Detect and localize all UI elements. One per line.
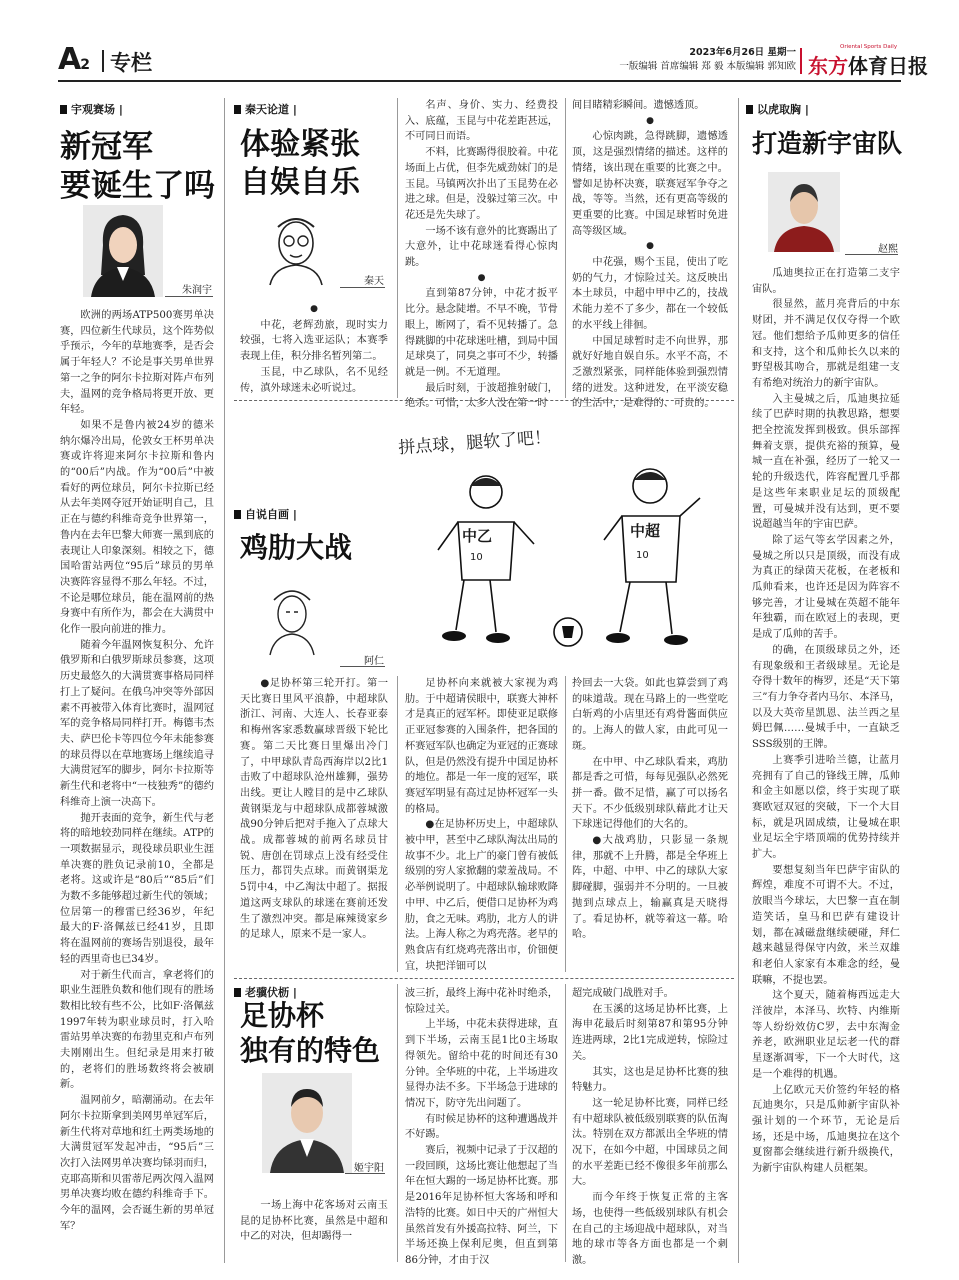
body-paragraph: 瓜迪奥拉正在打造第二支宇宙队。 bbox=[752, 268, 900, 295]
col2-title-line1: 体验紧张 bbox=[240, 127, 360, 162]
col4-body-a bbox=[240, 1198, 388, 1262]
shirt-label-left: 中乙 bbox=[462, 527, 493, 545]
col4-paragraph: 其实，这也是足协杯比赛的独特魅力。 bbox=[572, 1066, 728, 1094]
bullet-dot: ● bbox=[425, 819, 435, 831]
football-players-cartoon-icon bbox=[398, 440, 728, 665]
col3-text: 大战鸡肋，只影显一条规律，那就不上升腾，都是全华班上阵，中超、中甲、中乙的球队大家脚碰脚，强弱并不分明的。一旦被抛到点球点上，输赢真是天晓得了。看足协杯，就等着这一幕。哈哈。 bbox=[572, 835, 729, 941]
kicker-square-icon bbox=[234, 105, 241, 114]
body-paragraph: 欧洲的两场ATP500赛男单决赛，四位新生代球员，这个阵势似乎预示，今年的草地赛季，是否会属于年轻人？不论是事关男单世界第一之争的阿尔卡拉斯对阵卢布列夫，温网的竞争格局将更开放、更年轻。 bbox=[60, 310, 214, 416]
col2-paragraph: 心惊肉跳，急得跳脚，遗憾透顶，这是强烈情绪的描述。这样的情绪，该出现在重要的比赛之中。譬如足协杯决赛，联赛冠军争夺之战，等等。当然，还有更高等级的更重要的比赛。中国足球暂时免进高等级区域。 bbox=[572, 131, 728, 237]
col2-title bbox=[240, 126, 410, 201]
col3-byline: 阿仁 bbox=[364, 656, 384, 667]
col2-body-b bbox=[405, 98, 558, 410]
col2-paragraph: 不料，比赛踢得很胶着。中花场面上占优，但李先威劲妹门的是玉昆。马镇两次扑出了玉昆势在必进之球。但是，没躲过第三次。中花还是先失球了。 bbox=[405, 147, 558, 221]
logo-divider bbox=[800, 48, 802, 74]
body-paragraph: 抛开表面的竞争，新生代与老将的暗地较劲同样在继续。ATP的一项数据显示，现役球员职业生涯单决赛的胜负记录前10，全都是老将。这或许是“80后”“85后”们为数不多能够超过新生代的领域；位居第一的穆雷已经36岁，年纪最大的F·洛佩兹已经41岁，且即将在温网前的赛场告别退役，最年轻的西里奇也已34岁。 bbox=[60, 812, 214, 965]
shirt-label-right: 中超 bbox=[630, 522, 661, 540]
col3-kicker: 自说自画 | bbox=[234, 506, 297, 522]
col2-body-a bbox=[240, 302, 388, 394]
paper-name-black: 体育日报 bbox=[848, 54, 928, 78]
col3-paragraph: 足协杯向来就被大家视为鸡肋。于中超请侯眼中，联赛大神杯才是真正的冠军杯。即使亚足联修正亚冠参赛的入围条件，把各国的杯赛冠军队也确定为亚冠的正赛球队，但是仍然没有提升中国足协杯的地位。都是一年一度的冠军，联赛冠军明显有高过足协杯冠军一头的格局。 bbox=[405, 678, 558, 815]
body-paragraph: 温网前夕，暗潮涌动。在去年阿尔卡拉斯拿到美网男单冠军后，新生代将对草地和红土两类场地的大满贯冠军发起冲击，“95后”三次打入法网男单决赛均铩羽而归，克耶高斯和贝雷蒂尼两次闯入温网男单决赛均败在德约科维奇手下。今年的温网，会否诞生新的男单冠军？ bbox=[60, 1095, 214, 1232]
page-number: A2 bbox=[58, 42, 89, 77]
col2-paragraph: 中花强，赐个玉昆，使出了吃奶的气力，才惊险过关。这反映出本土球员，中超中甲中乙的，技战术能力差不了多少，都在一个较低的水平线上徘徊。 bbox=[572, 257, 728, 331]
col2-paragraph: 玉昆，中乙球队，名不见经传，滇外球迷未必听说过。 bbox=[240, 366, 388, 394]
paper-logo bbox=[808, 50, 928, 79]
body-paragraph: 要想复刻当年巴萨宇宙队的辉煌，难度不可谓不大。不过，放眼当今球坛，大巴黎一直在制造笑话，皇马和巴萨有建设计划，都在减磁盘继续硬碰，拜仁越来越显得保守内敛，米兰双雄和老伯人家家有本难念的经，曼联嘛，不提也罢。 bbox=[752, 864, 900, 986]
col1-title-line1: 新冠军 bbox=[60, 129, 153, 165]
cartoon-illustration bbox=[398, 440, 728, 665]
header-rule bbox=[58, 80, 901, 82]
col4-paragraph: 而今年终于恢复正常的主客场，也使得一些低级别球队有机会在自己的主场迎战中超球队，对当地的球市等各方面也都是一个刺激。 bbox=[572, 1192, 728, 1266]
paper-name-en: Oriental Sports Daily bbox=[840, 44, 898, 50]
man-sketch-portrait-icon bbox=[262, 580, 322, 655]
col2-title-line2: 自娱自乐 bbox=[240, 164, 360, 200]
bullet-dot: ● bbox=[477, 272, 486, 283]
col4-body-b bbox=[405, 986, 558, 1266]
body-paragraph: 随着今年温网恢复积分、允许俄罗斯和白俄罗斯球员参赛，这项历史最悠久的大满贯赛事格局同样打上了疑问。在俄乌冲突等外部因素不再被带入体育比赛时，温网冠军的竞争格局同样打开。梅德韦杰夫、萨巴伦卡等四位今年未能参赛的球员得以在草地赛场上继续追寻大满贯冠军的脚步，阿尔卡拉斯等新生代和老将中“一枝独秀”的德约科维奇上演一决高下。 bbox=[60, 639, 214, 808]
col3-title: 鸡肋大战 bbox=[240, 531, 353, 564]
kicker-square-icon bbox=[60, 105, 67, 114]
col2-paragraph: 名声、身价、实力、经费投入、底蕴，玉昆与中花差距甚远，不可同日而语。 bbox=[405, 100, 558, 143]
col3-byline-rule bbox=[340, 666, 385, 667]
kicker-square-icon bbox=[234, 988, 241, 997]
editors-line: 一版编辑 首席编辑 郑 毅 本版编辑 郭知欧 bbox=[619, 61, 796, 72]
paper-name-red: 东方 bbox=[808, 54, 848, 78]
cartoon-caption: 拼点球，腿软了吧！ bbox=[397, 427, 552, 459]
date-line: 2023年6月26日 星期一 bbox=[689, 47, 796, 58]
col4-body-c bbox=[572, 986, 728, 1266]
col4-byline-rule bbox=[345, 1173, 385, 1174]
author-sketch-aren bbox=[262, 580, 322, 655]
col4-paragraph: 赛后，视频中记录了于汉超的一段回顾，这场比赛让他想起了当年在恒大踢的一场足协杯比赛。那是2016年足协杯恒大客场和呼和浩特的比赛。如日中天的广州恒大虽然首发有外援高拉特、阿兰，下半场还换上保利尼奥，但直到第86分钟，才由于汉 bbox=[405, 1145, 558, 1266]
body-paragraph: 对于新生代而言，拿老将们的职业生涯胜负数和他们现有的胜场数相比较有些不公，比如F·洛佩兹1997年转为职业球员时，打入哈雷站男单决赛的布勃里克和卢布列夫刚刚出生。但纪录是用来打破的，老将们的胜场数终将会被刷新。 bbox=[60, 969, 214, 1091]
col1-title bbox=[60, 128, 225, 206]
col5-title: 打造新宇宙队 bbox=[752, 129, 903, 158]
col3-body-c bbox=[572, 676, 728, 972]
col4-title bbox=[240, 998, 400, 1068]
header-info bbox=[560, 46, 796, 74]
author-photo-ji bbox=[262, 1073, 352, 1173]
body-paragraph: 这个夏天，随着梅西远走大洋彼岸，本泽马、坎特、内维斯等人纷纷效仿C罗，去中东淘金养老，欧洲职业足坛老一代的群星逐渐凋零，下一个大时代，这是一个难得的机遇。 bbox=[752, 990, 900, 1080]
divider-4 bbox=[397, 676, 398, 972]
shirt-number-left: 10 bbox=[470, 552, 483, 563]
divider-6 bbox=[397, 984, 398, 1262]
kicker-square-icon bbox=[746, 105, 753, 114]
body-paragraph: 入主曼城之后，瓜迪奥拉延续了巴萨时期的执教思路，想要把全控流发挥到极致。俱乐部挥舞着支票，提供充裕的预算，曼城一直在补强，经历了一轮又一轮的升级迭代，阵容配置几乎都是这些年来职业足坛的顶级配置，可曼城并没有达到，更不要说超越当年的宇宙巴萨。 bbox=[752, 393, 900, 531]
col3-text: 在足协杯历史上，中超球队被中甲，甚至中乙球队淘汰出局的故事不少。北上广的豪门曾有被低级别的穷人家掀翻的蒙羞战局。不必举例说明了。中超球队输球败降中甲、中乙后，便借口足协杯为鸡肋，食之无味。鸡肋，北方人的讲法。上海人称之为鸡壳落。老早的熟食店有红烧鸡壳落出市，价钿便宜，块把洋钿可以 bbox=[405, 819, 559, 972]
col4-paragraph: 在玉溪的这场足协杯比赛，上海申花最后时刻第87和第95分钟连进两球，2比1完成逆转，惊险过关。 bbox=[572, 1003, 728, 1062]
col2-paragraph: 最后时刻，于波超推射破门，绝杀。可惜，太多人没在第一时 bbox=[405, 382, 558, 410]
divider-7 bbox=[565, 984, 566, 1262]
col2-paragraph: 间目睹精彩瞬间。遗憾透顶。 bbox=[572, 100, 705, 111]
body-paragraph: 上赛季引进哈兰德，让蓝月亮拥有了自己的锋线王牌，瓜帅和金主如愿以偿，终于实现了联赛欧冠双冠的突破，下一个大目标，就是巩固成绩，让曼城在职业足坛全宇塔顶端的优势持续并扩大。 bbox=[752, 754, 900, 861]
col1-byline: 朱润宇 bbox=[182, 285, 212, 296]
col3-body-b bbox=[405, 676, 558, 972]
header-separator bbox=[102, 50, 104, 72]
section-rule-2 bbox=[234, 978, 734, 979]
col2-byline: 秦天 bbox=[364, 276, 384, 287]
col4-paragraph: 一场上海中花客场对云南玉昆的足协杯比赛，虽然是中超和中乙的对决，但却踢得一 bbox=[240, 1200, 388, 1243]
col2-body-c bbox=[572, 98, 728, 410]
kicker-square-icon bbox=[234, 510, 241, 519]
col2-paragraph: 直到第87分钟，中花才扳平比分。悬念陡增。不早不晚，节骨眼上，断网了，看不见转播了。急得跳脚的中花球迷吐槽，到局中国足球臭了，同臭之事可不少，转播就是一例。不无道理。 bbox=[405, 288, 558, 378]
section-title: 专栏 bbox=[110, 51, 152, 75]
divider-5 bbox=[565, 676, 566, 972]
bullet-dot: ● bbox=[260, 678, 270, 689]
shirt-number-right: 10 bbox=[636, 550, 649, 561]
divider-3 bbox=[565, 98, 566, 398]
col3-paragraph bbox=[405, 817, 558, 974]
col3-paragraph: 在中甲、中乙球队看来，鸡肋都是香之可惜，每每见强队必然死拼一番。做不足惜，赢了可以扬名天下。不少低级别球队藉此才让天下球迷记得他们的大名的。 bbox=[572, 756, 728, 831]
divider-2 bbox=[397, 98, 398, 398]
col3-paragraph bbox=[572, 833, 728, 943]
col4-kicker: 老骥伏枥 | bbox=[234, 984, 297, 1000]
col3-body-a bbox=[240, 676, 388, 972]
body-paragraph: 很显然，蓝月亮背后的中东财团，并不满足仅仅夺得一个欧冠。他们想给予瓜帅更多的信任和支持，这个和瓜帅长久以来的野望极其吻合，那就是组建一支有希绝对统治力的新宇宙队。 bbox=[752, 299, 900, 389]
divider-1 bbox=[224, 98, 225, 1263]
bullet-dot: ● bbox=[646, 241, 654, 252]
body-paragraph: 上亿欧元天价签约年轻的格瓦迪奥尔，只是瓜帅新宇宙队补强计划的一个环节，无论是后场，还是中场，瓜迪奥拉在这个夏窗都会继续进行新升级换代，为新宇宙队构建人员框架。 bbox=[752, 1084, 900, 1175]
col5-byline: 赵熙 bbox=[878, 244, 898, 255]
col2-paragraph: 中国足球暂时走不向世界，那就好好地自娱自乐。水平不高，不乏激烈紧张，同样能体验到强烈情绪的迸发。这种迸发，在平淡安稳的生活中，是难得的、可贵的。 bbox=[572, 335, 728, 410]
bullet-dot: ● bbox=[646, 115, 654, 126]
col3-text: 足协杯第三轮开打。第一天比赛日里风平浪静，中超球队浙江、河南、大连人、长春亚泰和梅州客家悉数赢球晋级下轮比赛。第二天比赛日里爆出冷门了，中甲球队青岛西海岸以2比1击败了中超球队沧州雄狮，强势出线。更让人瞠目的是中乙球队黄钢渠龙与中超球队成都蓉城激战90分钟后把对手拖入了点球大战。成都蓉城的前两名球员甘锐、唐创在罚球点上没有经受住压力，都罚失点球。而黄钢渠龙5罚中4，中乙淘汰中超了。据报道这两支球队的球迷在赛前还发生了激烈冲突。都是麻辣烫家乡的足球人，原来不是一家人。 bbox=[240, 678, 389, 941]
col4-paragraph: 上半场，中花未获得进球，直到下半场，云南玉昆1比0主场取得领先。留给中花的时间还有30分钟。全华班的中花，上半场进攻显得办法不多。下半场急于进球的情况下，防守先出问题了。 bbox=[405, 1019, 558, 1109]
col4-byline: 姬宇阳 bbox=[354, 1163, 384, 1174]
col3-paragraph: 拎回去一大袋。如此也算尝到了鸡的味道哉。现在马路上的一些堂吃白斩鸡的小店里还有鸡骨酱面供应的。上海人的做人家，由此可见一斑。 bbox=[572, 678, 728, 752]
col4-title-line1: 足协杯 bbox=[240, 999, 325, 1032]
col1-kicker: 宇观赛场 | bbox=[60, 101, 123, 117]
body-paragraph: 除了运气等玄学因素之外，曼城之所以只是顶级，而没有成为真正的绿茵天花板，在老板和瓜帅看来，也许还是因为阵容不够完善，才让曼城在英超不能年年独霸，而在欧冠上的表现，更是成了瓜帅的苦手。 bbox=[752, 534, 900, 641]
col1-byline-rule bbox=[165, 296, 213, 297]
col2-paragraph: 一场不该有意外的比赛踢出了大意外，让中花球迷看得心惊肉跳。 bbox=[405, 225, 558, 269]
col2-paragraph: 中花，老辉劲旅，现时实力较强，七将入选亚运队；本赛季表现上佳，积分排名暂列第二。 bbox=[240, 319, 388, 363]
man-portrait-icon bbox=[262, 1073, 352, 1173]
col2-kicker: 秦天论道 | bbox=[234, 101, 297, 117]
col5-byline-rule bbox=[845, 254, 898, 255]
col4-paragraph: 这一轮足协杯比赛，同样已经有中超球队被低级别联赛的队伍淘汰。特别在双方都派出全华班的情况下，在如今中超，中国球员之间的水平差距已经不像很多年前那么大。 bbox=[572, 1097, 728, 1188]
bullet-dot: ● bbox=[592, 835, 603, 847]
body-paragraph: 如果不是鲁内被24岁的德米纳尔爆冷出局，伦敦女王杯男单决赛或许将迎来阿尔卡拉斯和鲁内的“00后”内战。作为“00后”中被看好的两位球员，阿尔卡拉斯已经从去年美网夺冠开始证明自己，且正在与德约科维奇竞争世界第一，鲁内在去年巴黎大师赛一黑到底的表现让人印象深刻。相较之下，德国哈雷站两位“95后”球员的男单决赛阵容显得不那么年轻。不过，不论是哪位球员，能在温网前的热身赛中有所作为，都会在大满贯中化作一股向前进的推力。 bbox=[60, 419, 214, 636]
col1-title-line2: 要诞生了吗 bbox=[60, 167, 215, 204]
col4-title-line2: 独有的特色 bbox=[240, 1034, 381, 1067]
section-rule-1 bbox=[234, 400, 734, 401]
divider-8 bbox=[738, 98, 739, 1263]
col5-kicker: 以虎取胸 | bbox=[746, 101, 809, 117]
col4-paragraph: 超完成破门战胜对手。 bbox=[572, 988, 674, 999]
col4-paragraph: 有时候足协杯的这种遭遇战并不好踢。 bbox=[405, 1113, 558, 1141]
col2-byline-rule bbox=[340, 287, 385, 288]
col1-body bbox=[60, 308, 214, 1258]
body-paragraph: 的确，在顶级球员之外，还有现象级和王者级球星。无论是夺得十数年的梅罗，还是“天下第三”有力争夺者内马尔、本泽马，以及大英帝星凯恩、法兰西之星姆巴佩……曼城手中，一直缺乏SSS级别的王牌。 bbox=[752, 644, 900, 751]
col5-body bbox=[752, 266, 900, 1256]
col3-paragraph bbox=[240, 676, 388, 943]
col4-paragraph: 波三折，最终上海中花补时绝杀，惊险过关。 bbox=[405, 988, 558, 1015]
bullet-dot: ● bbox=[310, 304, 318, 314]
